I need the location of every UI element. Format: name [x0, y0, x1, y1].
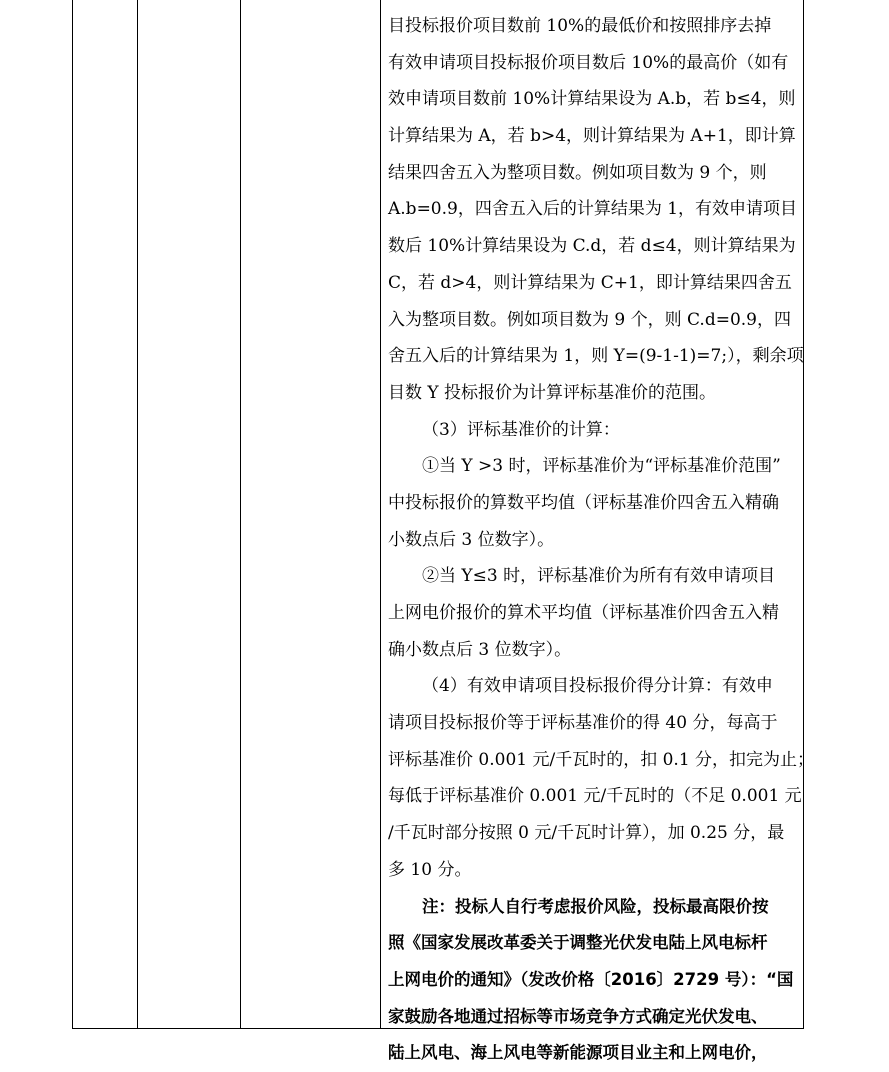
text-line: 请项目投标报价等于评标基准价的得 40 分，每高于: [388, 713, 778, 734]
text-line: 确小数点后 3 位数字）。: [388, 639, 572, 660]
text-line: 评标基准价 0.001 元/千瓦时的，扣 0.1 分，扣完为止；: [388, 749, 815, 770]
column-divider-2: [240, 0, 241, 1028]
text-line: 有效申请项目投标报价项目数后 10%的最高价（如有: [388, 52, 789, 73]
section-heading-4: （4）有效申请项目投标报价得分计算：有效申: [422, 676, 773, 697]
column-divider-3: [380, 0, 381, 1028]
note-line: 注：投标人自行考虑报价风险，投标最高限价按: [422, 896, 769, 916]
text-line: /千瓦时部分按照 0 元/千瓦时计算），加 0.25 分，最: [388, 823, 785, 844]
text-line: 数后 10%计算结果设为 C.d，若 d≤4，则计算结果为: [388, 236, 796, 257]
text-line: 小数点后 3 位数字）。: [388, 529, 555, 550]
text-line: 上网电价报价的算术平均值（评标基准价四舍五入精: [388, 603, 779, 623]
text-line: A.b=0.9，四舍五入后的计算结果为 1，有效申请项目: [388, 199, 798, 220]
text-line: 目投标报价项目数前 10%的最低价和按照排序去掉: [388, 16, 772, 36]
text-line: 舍五入后的计算结果为 1，则 Y=(9-1-1)=7;），剩余项: [388, 346, 804, 367]
text-line: 目数 Y 投标报价为计算评标基准价的范围。: [388, 382, 717, 403]
note-line: 照《国家发展改革委关于调整光伏发电陆上风电标杆: [388, 933, 768, 953]
text-line: 每低于评标基准价 0.001 元/千瓦时的（不足 0.001 元: [388, 786, 802, 807]
text-line: ②当 Y≤3 时，评标基准价为所有有效申请项目: [422, 566, 776, 587]
text-line: 入为整项目数。例如项目数为 9 个，则 C.d=0.9，四: [388, 309, 791, 330]
text-line: 结果四舍五入为整项目数。例如项目数为 9 个，则: [388, 162, 767, 183]
text-line: C，若 d>4，则计算结果为 C+1，即计算结果四舍五: [388, 272, 792, 293]
text-line: 中投标报价的算数平均值（评标基准价四舍五入精确: [388, 492, 779, 513]
column-divider-1: [137, 0, 138, 1028]
text-line: 效申请项目数前 10%计算结果设为 A.b，若 b≤4，则: [388, 89, 796, 110]
note-line: 家鼓励各地通过招标等市场竞争方式确定光伏发电、: [388, 1006, 768, 1026]
text-line: 多 10 分。: [388, 859, 472, 880]
section-heading-3: （3）评标基准价的计算：: [422, 419, 620, 440]
note-line: 陆上风电、海上风电等新能源项目业主和上网电价，: [388, 1043, 768, 1063]
text-line: 计算结果为 A，若 b>4，则计算结果为 A+1，即计算: [388, 126, 796, 147]
table-cell-content: [388, 8, 815, 1072]
note-line: 上网电价的通知》（发改价格〔2016〕2729 号）：“国: [388, 969, 794, 989]
text-line: ①当 Y >3 时，评标基准价为“评标基准价范围”: [422, 456, 781, 477]
